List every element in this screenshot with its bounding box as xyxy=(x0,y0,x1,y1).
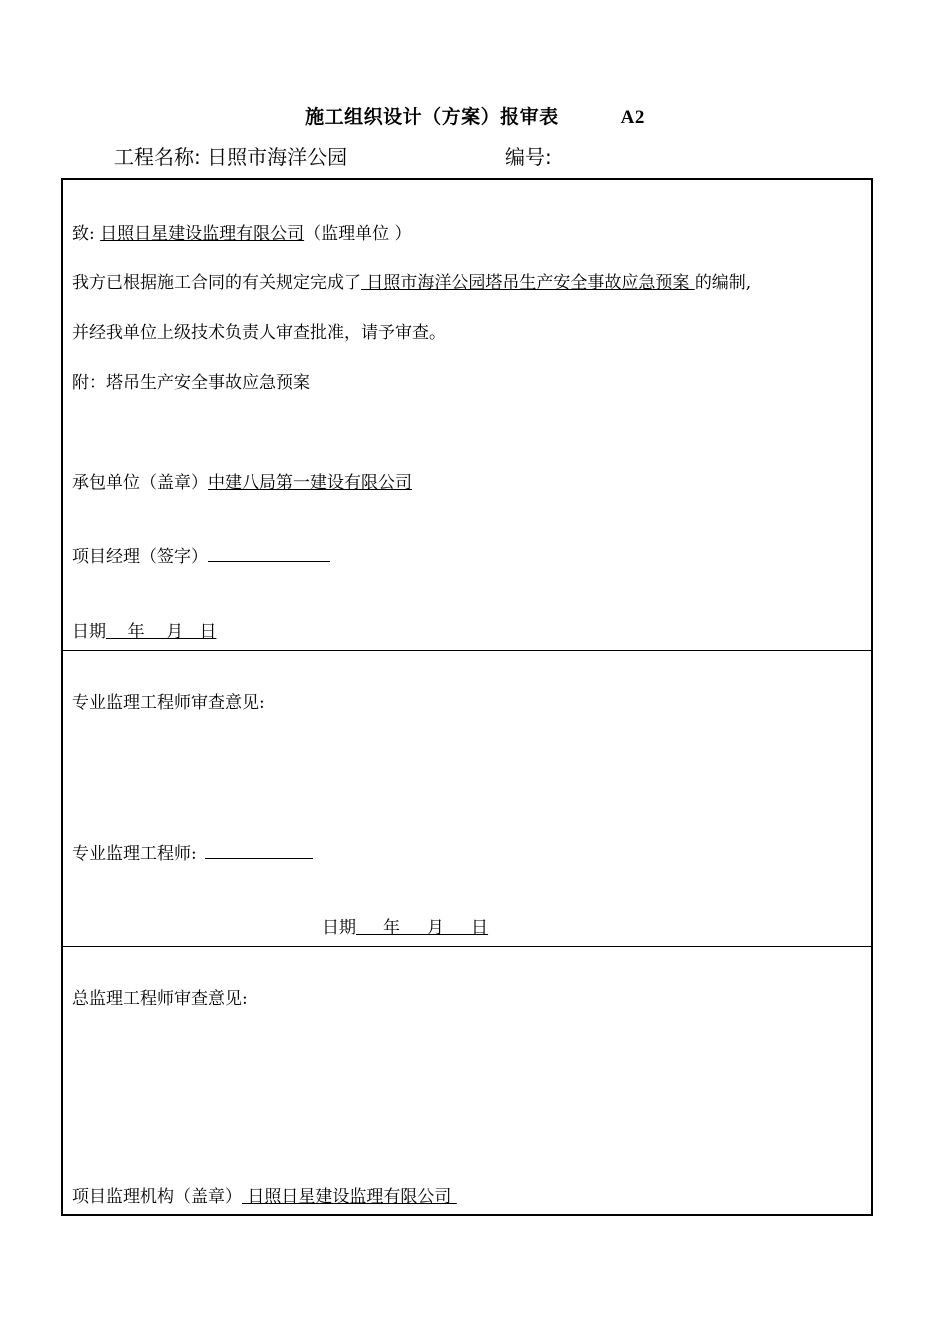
date-blank[interactable]: 年 月 日 xyxy=(106,622,217,642)
form-title-text: 施工组织设计（方案）报审表 xyxy=(305,106,559,128)
supervision-unit-name: 日照日星建设监理有限公司 xyxy=(100,224,305,244)
engineer-opinion-label: 专业监理工程师审查意见: xyxy=(72,693,265,713)
engineer-review-section xyxy=(63,651,871,947)
addressee-prefix: 致: xyxy=(72,224,95,244)
submission-line-1 xyxy=(72,268,751,293)
project-name-value: 日照市海洋公园 xyxy=(207,145,348,169)
chief-review-section xyxy=(63,947,871,1216)
contractor-submission-section xyxy=(63,180,871,651)
submission-line-2: 并经我单位上级技术负责人审查批准，请予审查。 xyxy=(72,323,446,343)
engineer-label: 专业监理工程师: xyxy=(72,844,197,864)
attachment-line: 附：塔吊生产安全事故应急预案 xyxy=(72,373,310,393)
chief-opinion-label: 总监理工程师审查意见: xyxy=(72,989,248,1009)
project-name-label: 工程名称: xyxy=(114,145,201,169)
date-blank[interactable]: 年 月 日 xyxy=(356,918,489,938)
supervision-org-line xyxy=(72,1182,457,1207)
engineer-signature-blank[interactable] xyxy=(205,841,313,859)
addressee-suffix: （监理单位 ） xyxy=(304,224,412,244)
form-title xyxy=(0,102,950,129)
manager-label: 项目经理（签字） xyxy=(72,547,208,567)
engineer-signature-line xyxy=(72,839,313,864)
manager-signature-line xyxy=(72,542,330,567)
date-label: 日期 xyxy=(72,622,106,642)
contractor-name: 中建八局第一建设有限公司 xyxy=(208,473,412,493)
submission-text-suffix: 的编制, xyxy=(694,273,752,293)
manager-signature-blank[interactable] xyxy=(208,544,330,562)
engineer-date-line xyxy=(322,913,488,938)
plan-name: 日照市海洋公园塔吊生产安全事故应急预案 xyxy=(361,273,695,293)
contractor-label: 承包单位（盖章） xyxy=(72,473,208,493)
contractor-line xyxy=(72,468,412,493)
approval-form xyxy=(61,178,873,1216)
supervision-org-name: 日照日星建设监理有限公司 xyxy=(242,1187,457,1207)
addressee-line xyxy=(72,219,412,244)
date-label: 日期 xyxy=(322,918,356,938)
form-number-label: 编号: xyxy=(505,145,552,169)
contractor-date-line xyxy=(72,617,216,642)
form-number-row xyxy=(505,141,552,170)
supervision-org-label: 项目监理机构（盖章） xyxy=(72,1187,242,1207)
submission-text: 我方已根据施工合同的有关规定完成了 xyxy=(72,273,361,293)
project-name-row xyxy=(114,141,347,170)
form-code: A2 xyxy=(620,107,645,128)
